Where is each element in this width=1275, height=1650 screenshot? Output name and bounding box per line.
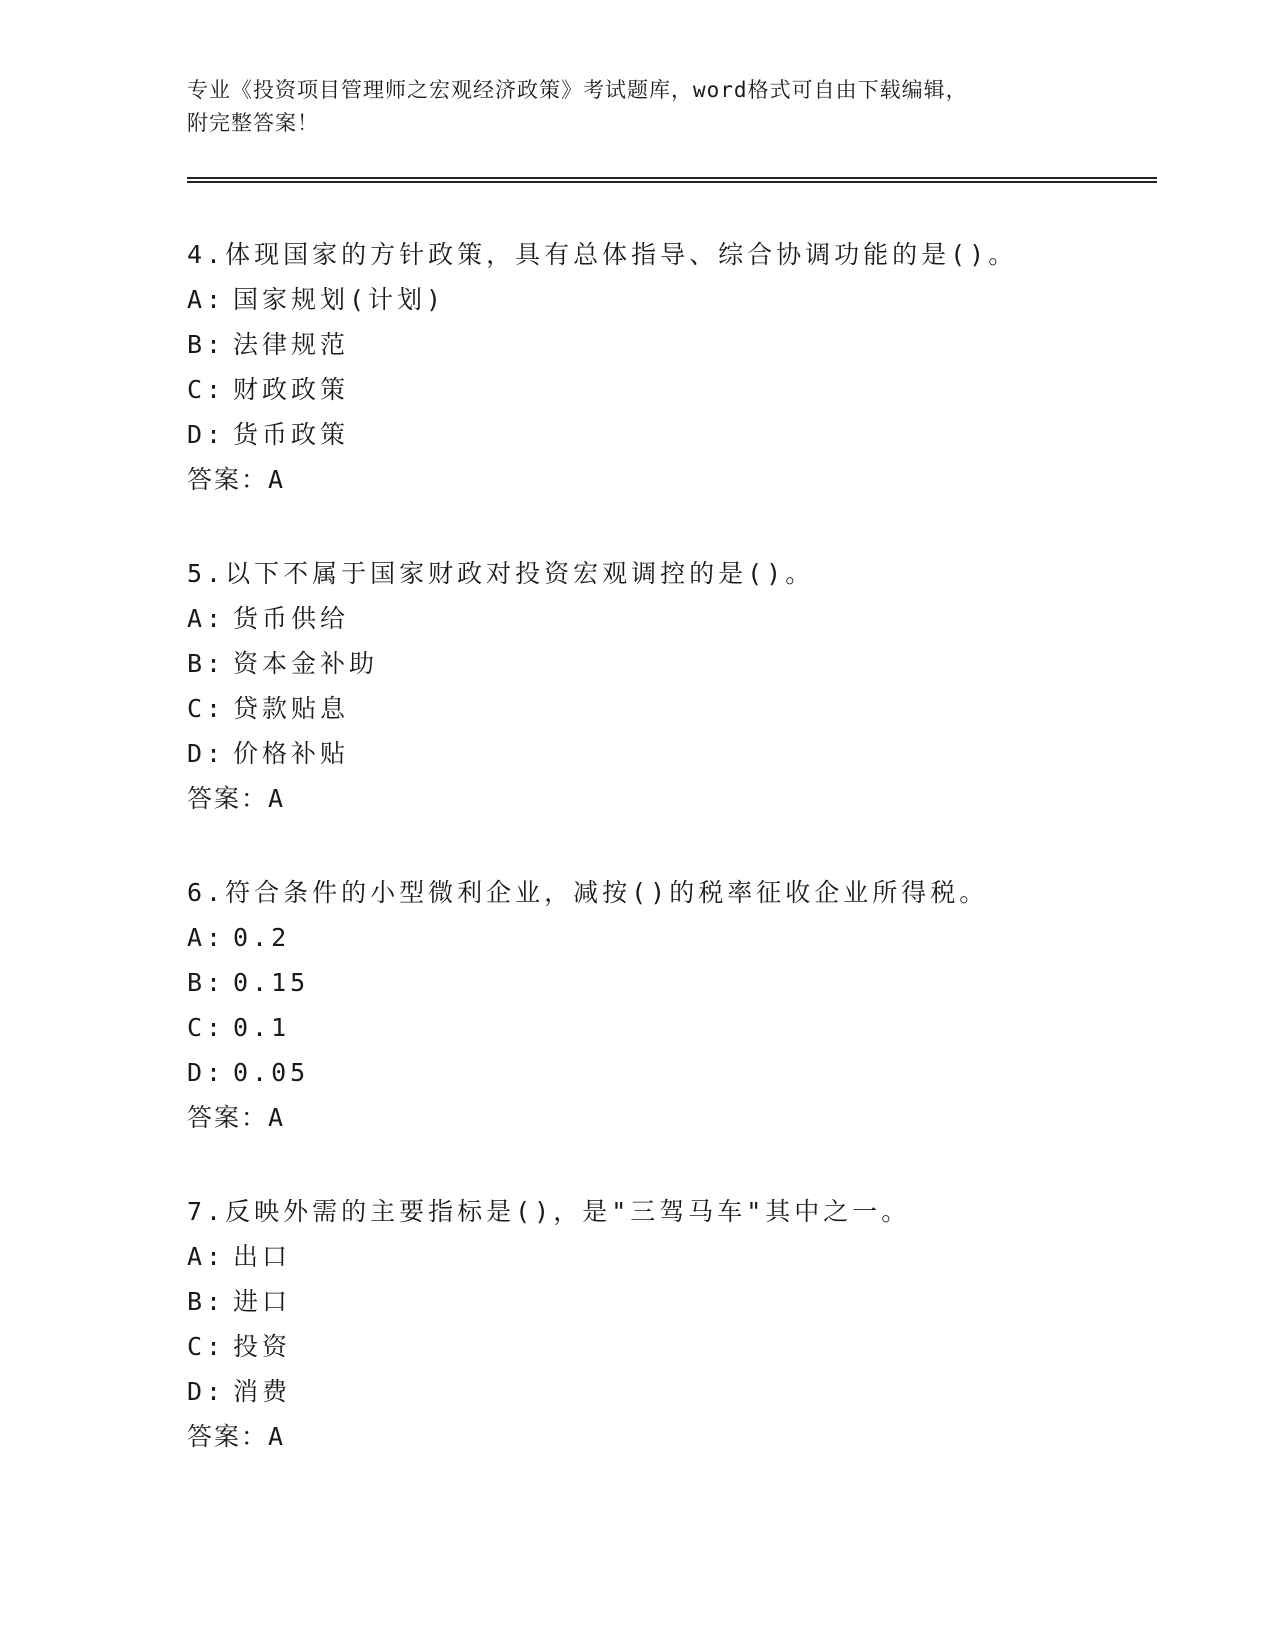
option-a xyxy=(187,915,1157,960)
option-letter: C: xyxy=(187,1013,226,1042)
option-letter: D: xyxy=(187,420,226,449)
intro-line-2: 附完整答案！ xyxy=(187,111,319,135)
option-letter: D: xyxy=(187,1058,226,1087)
option-letter: A: xyxy=(187,923,226,952)
question-stem: 6.符合条件的小型微利企业，减按()的税率征收企业所得税。 xyxy=(187,878,989,907)
option-text: 进口 xyxy=(233,1287,292,1316)
option-d xyxy=(187,412,1157,457)
answer-line xyxy=(187,457,1157,502)
option-c xyxy=(187,686,1157,731)
option-text: 财政政策 xyxy=(233,375,350,404)
intro-text xyxy=(187,74,1157,140)
option-d xyxy=(187,1369,1157,1414)
option-b xyxy=(187,1279,1157,1324)
option-letter: B: xyxy=(187,330,226,359)
option-b xyxy=(187,960,1157,1005)
option-letter: A: xyxy=(187,285,226,314)
option-text: 0.2 xyxy=(233,923,291,952)
question-4 xyxy=(187,232,1157,502)
option-c xyxy=(187,1324,1157,1369)
option-a xyxy=(187,596,1157,641)
intro-line-1: 专业《投资项目管理师之宏观经济政策》考试题库，word格式可自由下载编辑， xyxy=(187,78,968,102)
answer-label: 答案： xyxy=(187,784,269,813)
question-stem: 4.体现国家的方针政策，具有总体指导、综合协调功能的是()。 xyxy=(187,240,1018,269)
double-divider xyxy=(187,177,1157,183)
answer-label: 答案： xyxy=(187,1103,269,1132)
option-text: 投资 xyxy=(233,1332,292,1361)
answer-value: A xyxy=(268,465,286,494)
option-text: 贷款贴息 xyxy=(233,694,350,723)
option-letter: B: xyxy=(187,649,226,678)
option-a xyxy=(187,1234,1157,1279)
document-page xyxy=(187,0,1157,1459)
question-7 xyxy=(187,1189,1157,1459)
option-b xyxy=(187,322,1157,367)
question-gap xyxy=(187,502,1157,551)
answer-value: A xyxy=(268,784,286,813)
answer-value: A xyxy=(268,1103,286,1132)
option-text: 货币供给 xyxy=(233,604,350,633)
option-letter: A: xyxy=(187,604,226,633)
option-c xyxy=(187,367,1157,412)
option-text: 0.05 xyxy=(233,1058,310,1087)
option-c xyxy=(187,1005,1157,1050)
question-5 xyxy=(187,551,1157,821)
question-gap xyxy=(187,1140,1157,1189)
question-stem: 7.反映外需的主要指标是()，是"三驾马车"其中之一。 xyxy=(187,1197,911,1226)
question-6 xyxy=(187,870,1157,1140)
option-b xyxy=(187,641,1157,686)
answer-label: 答案： xyxy=(187,1422,269,1451)
option-letter: D: xyxy=(187,1377,226,1406)
option-text: 消费 xyxy=(233,1377,292,1406)
option-d xyxy=(187,1050,1157,1095)
answer-line xyxy=(187,776,1157,821)
option-text: 价格补贴 xyxy=(233,739,350,768)
question-stem: 5.以下不属于国家财政对投资宏观调控的是()。 xyxy=(187,559,815,588)
question-gap xyxy=(187,821,1157,870)
option-d xyxy=(187,731,1157,776)
answer-label: 答案： xyxy=(187,465,269,494)
option-letter: B: xyxy=(187,968,226,997)
option-a xyxy=(187,277,1157,322)
option-text: 国家规划(计划) xyxy=(233,285,446,314)
option-text: 资本金补助 xyxy=(233,649,379,678)
option-text: 0.1 xyxy=(233,1013,291,1042)
answer-line xyxy=(187,1414,1157,1459)
option-text: 0.15 xyxy=(233,968,310,997)
option-letter: C: xyxy=(187,1332,226,1361)
option-letter: C: xyxy=(187,694,226,723)
option-text: 货币政策 xyxy=(233,420,350,449)
option-text: 出口 xyxy=(233,1242,292,1271)
option-text: 法律规范 xyxy=(233,330,350,359)
question-list xyxy=(187,232,1157,1459)
answer-line xyxy=(187,1095,1157,1140)
option-letter: D: xyxy=(187,739,226,768)
option-letter: B: xyxy=(187,1287,226,1316)
option-letter: A: xyxy=(187,1242,226,1271)
option-letter: C: xyxy=(187,375,226,404)
answer-value: A xyxy=(268,1422,286,1451)
